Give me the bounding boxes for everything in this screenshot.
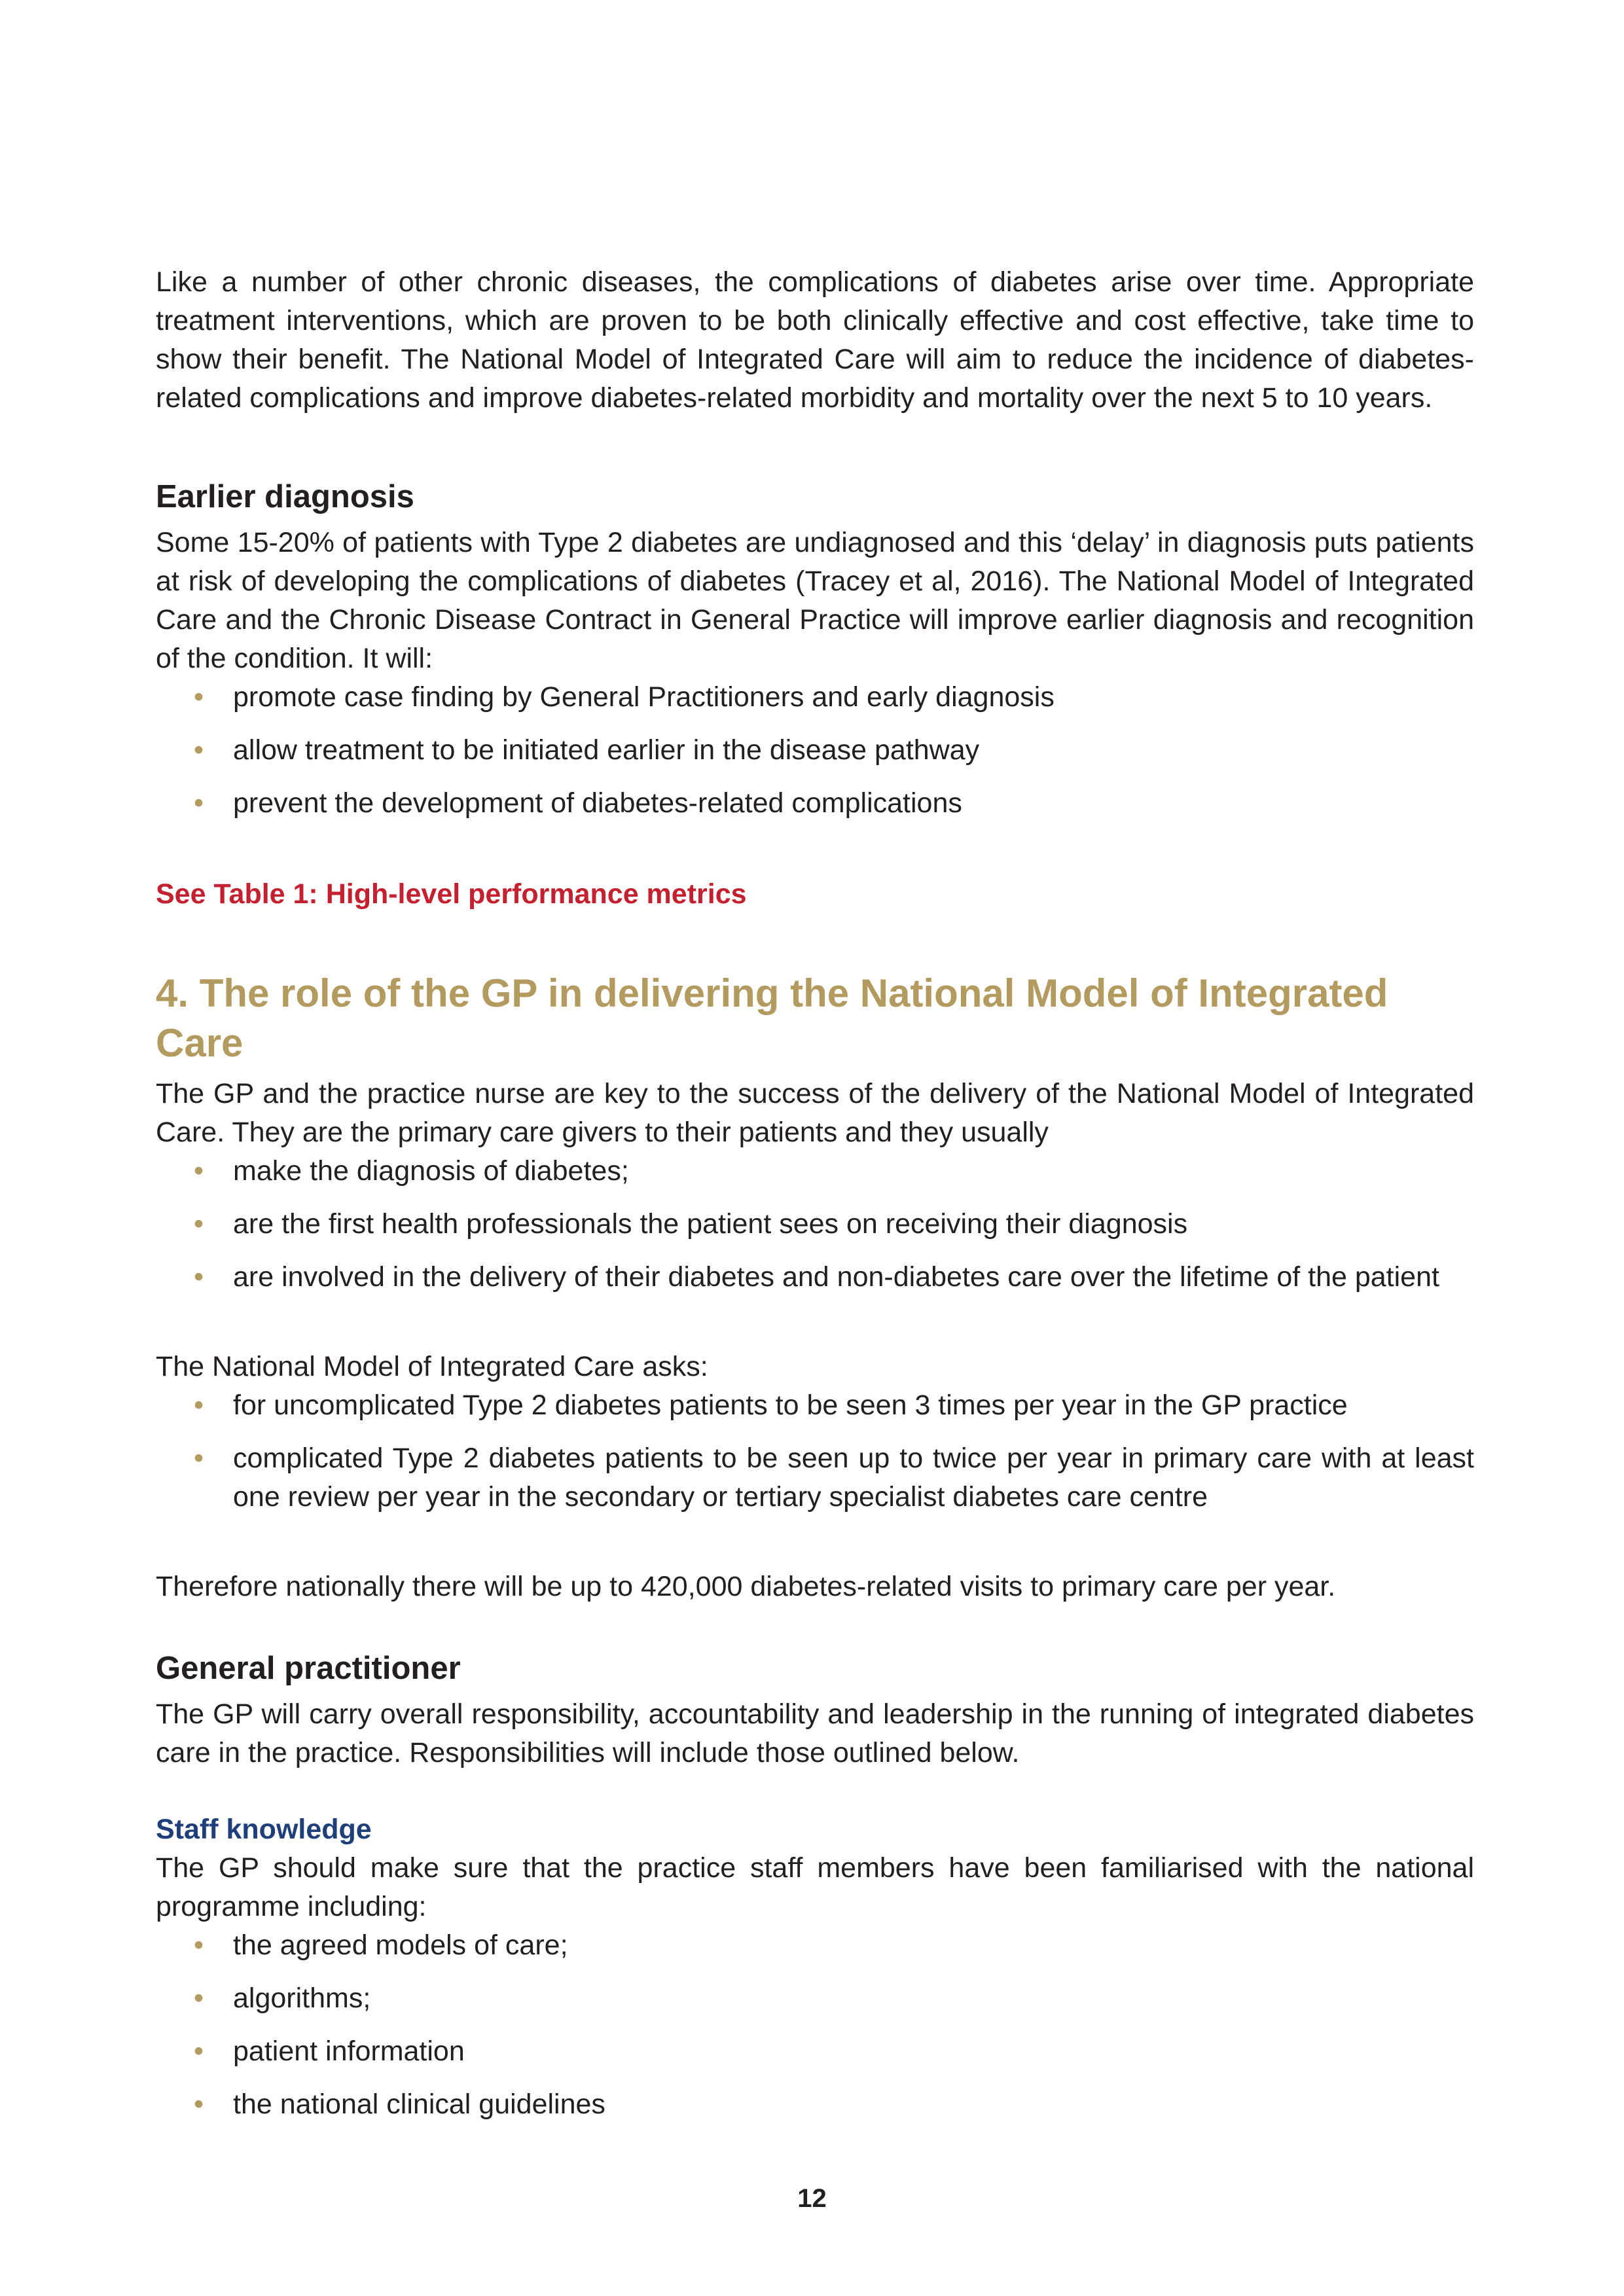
list-item: • make the diagnosis of diabetes; (156, 1152, 1474, 1191)
bullet-icon: • (194, 1261, 204, 1293)
visits-statement: Therefore nationally there will be up to 420,000 diabetes-related visits to primary care per year. (156, 1571, 1336, 1602)
table-reference: See Table 1: High-level performance metrics (156, 878, 747, 910)
bullet-icon: • (194, 681, 204, 713)
bullet-icon: • (194, 2036, 204, 2067)
list-item: • patient information (156, 2032, 1474, 2071)
bullet-icon: • (194, 734, 204, 766)
earlier-diagnosis-heading: Earlier diagnosis (156, 479, 414, 514)
gp-role-list (156, 1152, 1474, 1297)
page-number: 12 (797, 2184, 827, 2213)
bullet-icon: • (194, 1929, 204, 1961)
list-item: • allow treatment to be initiated earlier in the disease pathway (156, 731, 1474, 770)
list-item: • the agreed models of care; (156, 1926, 1474, 1965)
staff-knowledge-heading: Staff knowledge (156, 1814, 372, 1845)
page-content (156, 263, 1474, 2124)
staff-knowledge-paragraph: The GP should make sure that the practice staff members have been familiarised with the national programme including: (156, 1852, 1474, 1922)
intro-paragraph: Like a number of other chronic diseases, the complications of diabetes arise over time. Appropriate treatment interventions, which are proven to be both clinically effective and cost effective, take time to show their benefit. The National Model of Integrated Care will aim to reduce the incidence of diabetes-related complications and improve diabetes-related morbidity and mortality over the next 5 to 10 years. (156, 266, 1474, 414)
list-item: • algorithms; (156, 1979, 1474, 2018)
list-item: • complicated Type 2 diabetes patients to be seen up to twice per year in primary care with at least one review per year in the secondary or tertiary specialist diabetes care centre (156, 1439, 1474, 1516)
earlier-diagnosis-list (156, 678, 1474, 823)
list-item: • are involved in the delivery of their diabetes and non-diabetes care over the lifetime of the patient (156, 1258, 1474, 1297)
bullet-icon: • (194, 1443, 204, 1474)
list-item: • promote case finding by General Practitioners and early diagnosis (156, 678, 1474, 717)
list-item: • the national clinical guidelines (156, 2085, 1474, 2124)
bullet-icon: • (194, 1982, 204, 2014)
asks-list (156, 1386, 1474, 1516)
asks-intro: The National Model of Integrated Care asks: (156, 1351, 708, 1382)
list-item: • for uncomplicated Type 2 diabetes patients to be seen 3 times per year in the GP practice (156, 1386, 1474, 1425)
bullet-icon: • (194, 787, 204, 819)
section-4-heading: 4. The role of the GP in delivering the National Model of Integrated Care (156, 971, 1388, 1065)
section-4-paragraph: The GP and the practice nurse are key to the success of the delivery of the National Model of Integrated Care. They are the primary care givers to their patients and they usually (156, 1078, 1474, 1148)
bullet-icon: • (194, 1208, 204, 1240)
list-item: • prevent the development of diabetes-related complications (156, 784, 1474, 823)
bullet-icon: • (194, 1390, 204, 1421)
list-item: • are the first health professionals the patient sees on receiving their diagnosis (156, 1205, 1474, 1244)
earlier-diagnosis-paragraph: Some 15-20% of patients with Type 2 diabetes are undiagnosed and this ‘delay’ in diagnosis puts patients at risk of developing the complications of diabetes (Tracey et al, 2016). The National Model of Integrated Care and the Chronic Disease Contract in General Practice will improve earlier diagnosis and recognition of the condition. It will: (156, 527, 1474, 674)
general-practitioner-heading: General practitioner (156, 1651, 461, 1686)
general-practitioner-paragraph: The GP will carry overall responsibility, accountability and leadership in the running of integrated diabetes care in the practice. Responsibilities will include those outlined below. (156, 1698, 1474, 1768)
bullet-icon: • (194, 2089, 204, 2120)
bullet-icon: • (194, 1155, 204, 1187)
staff-knowledge-list (156, 1926, 1474, 2124)
